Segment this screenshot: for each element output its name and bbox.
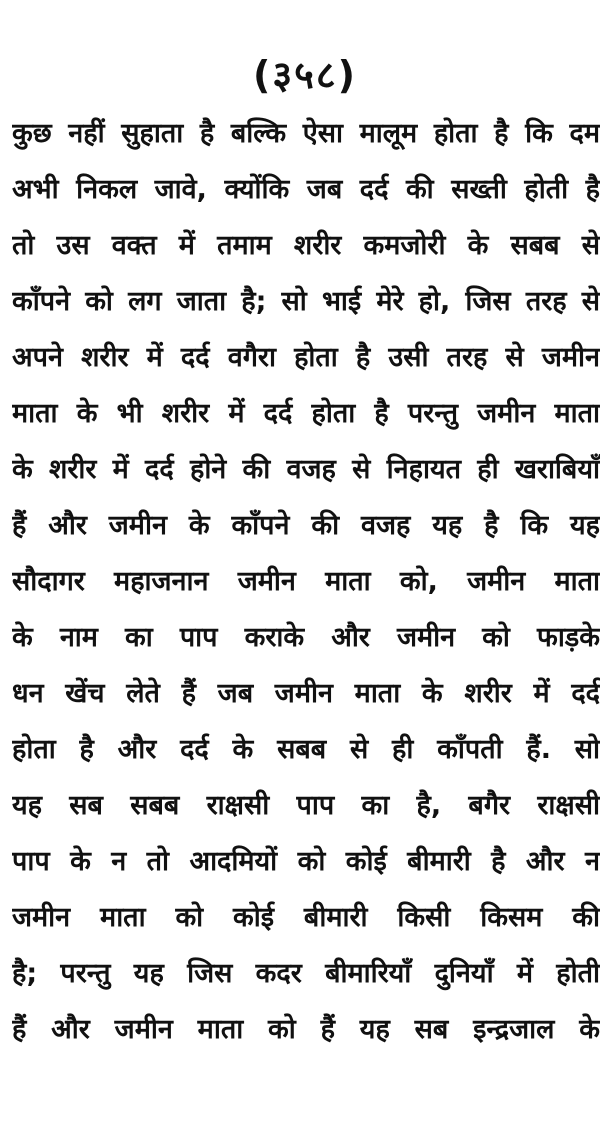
text-line: कुछ नहीं सुहाता है बल्कि ऐसा मालूम होता है कि दम <box>12 118 600 149</box>
text-line: अपने शरीर में दर्द वगैरा होता है उसी तरह से जमीन <box>12 342 600 373</box>
text-line: के नाम का पाप कराके और जमीन को फाड़के <box>12 622 600 653</box>
text-line: हैं और जमीन के काँपने की वजह यह है कि यह <box>12 510 600 541</box>
text-line: के शरीर में दर्द होने की वजह से निहायत ही खराबियाँ <box>12 454 600 485</box>
text-line: अभी निकल जावे, क्योंकि जब दर्द की सख्ती होती है <box>12 174 600 205</box>
text-line: काँपने को लग जाता है; सो भाई मेरे हो, जिस तरह से <box>12 286 600 317</box>
text-line: जमीन माता को कोई बीमारी किसी किसम की <box>12 902 600 933</box>
text-line: तो उस वक्त में तमाम शरीर कमजोरी के सबब से <box>12 230 600 261</box>
text-line: होता है और दर्द के सबब से ही काँपती हैं. सो <box>12 734 600 765</box>
text-line: सौदागर महाजनान जमीन माता को, जमीन माता <box>12 566 600 597</box>
text-line: यह सब सबब राक्षसी पाप का है, बगैर राक्षसी <box>12 790 600 821</box>
body-text <box>12 106 600 1058</box>
text-line: पाप के न तो आदमियों को कोई बीमारी है और न <box>12 846 600 877</box>
text-line: हैं और जमीन माता को हैं यह सब इन्द्रजाल के <box>12 1014 600 1045</box>
text-line: माता के भी शरीर में दर्द होता है परन्तु जमीन माता <box>12 398 600 429</box>
text-line: है; परन्तु यह जिस कदर बीमारियाँ दुनियाँ में होती <box>12 958 600 989</box>
page-number: (३५८) <box>252 53 357 97</box>
text-line: धन खेंच लेते हैं जब जमीन माता के शरीर में दर्द <box>12 678 600 709</box>
